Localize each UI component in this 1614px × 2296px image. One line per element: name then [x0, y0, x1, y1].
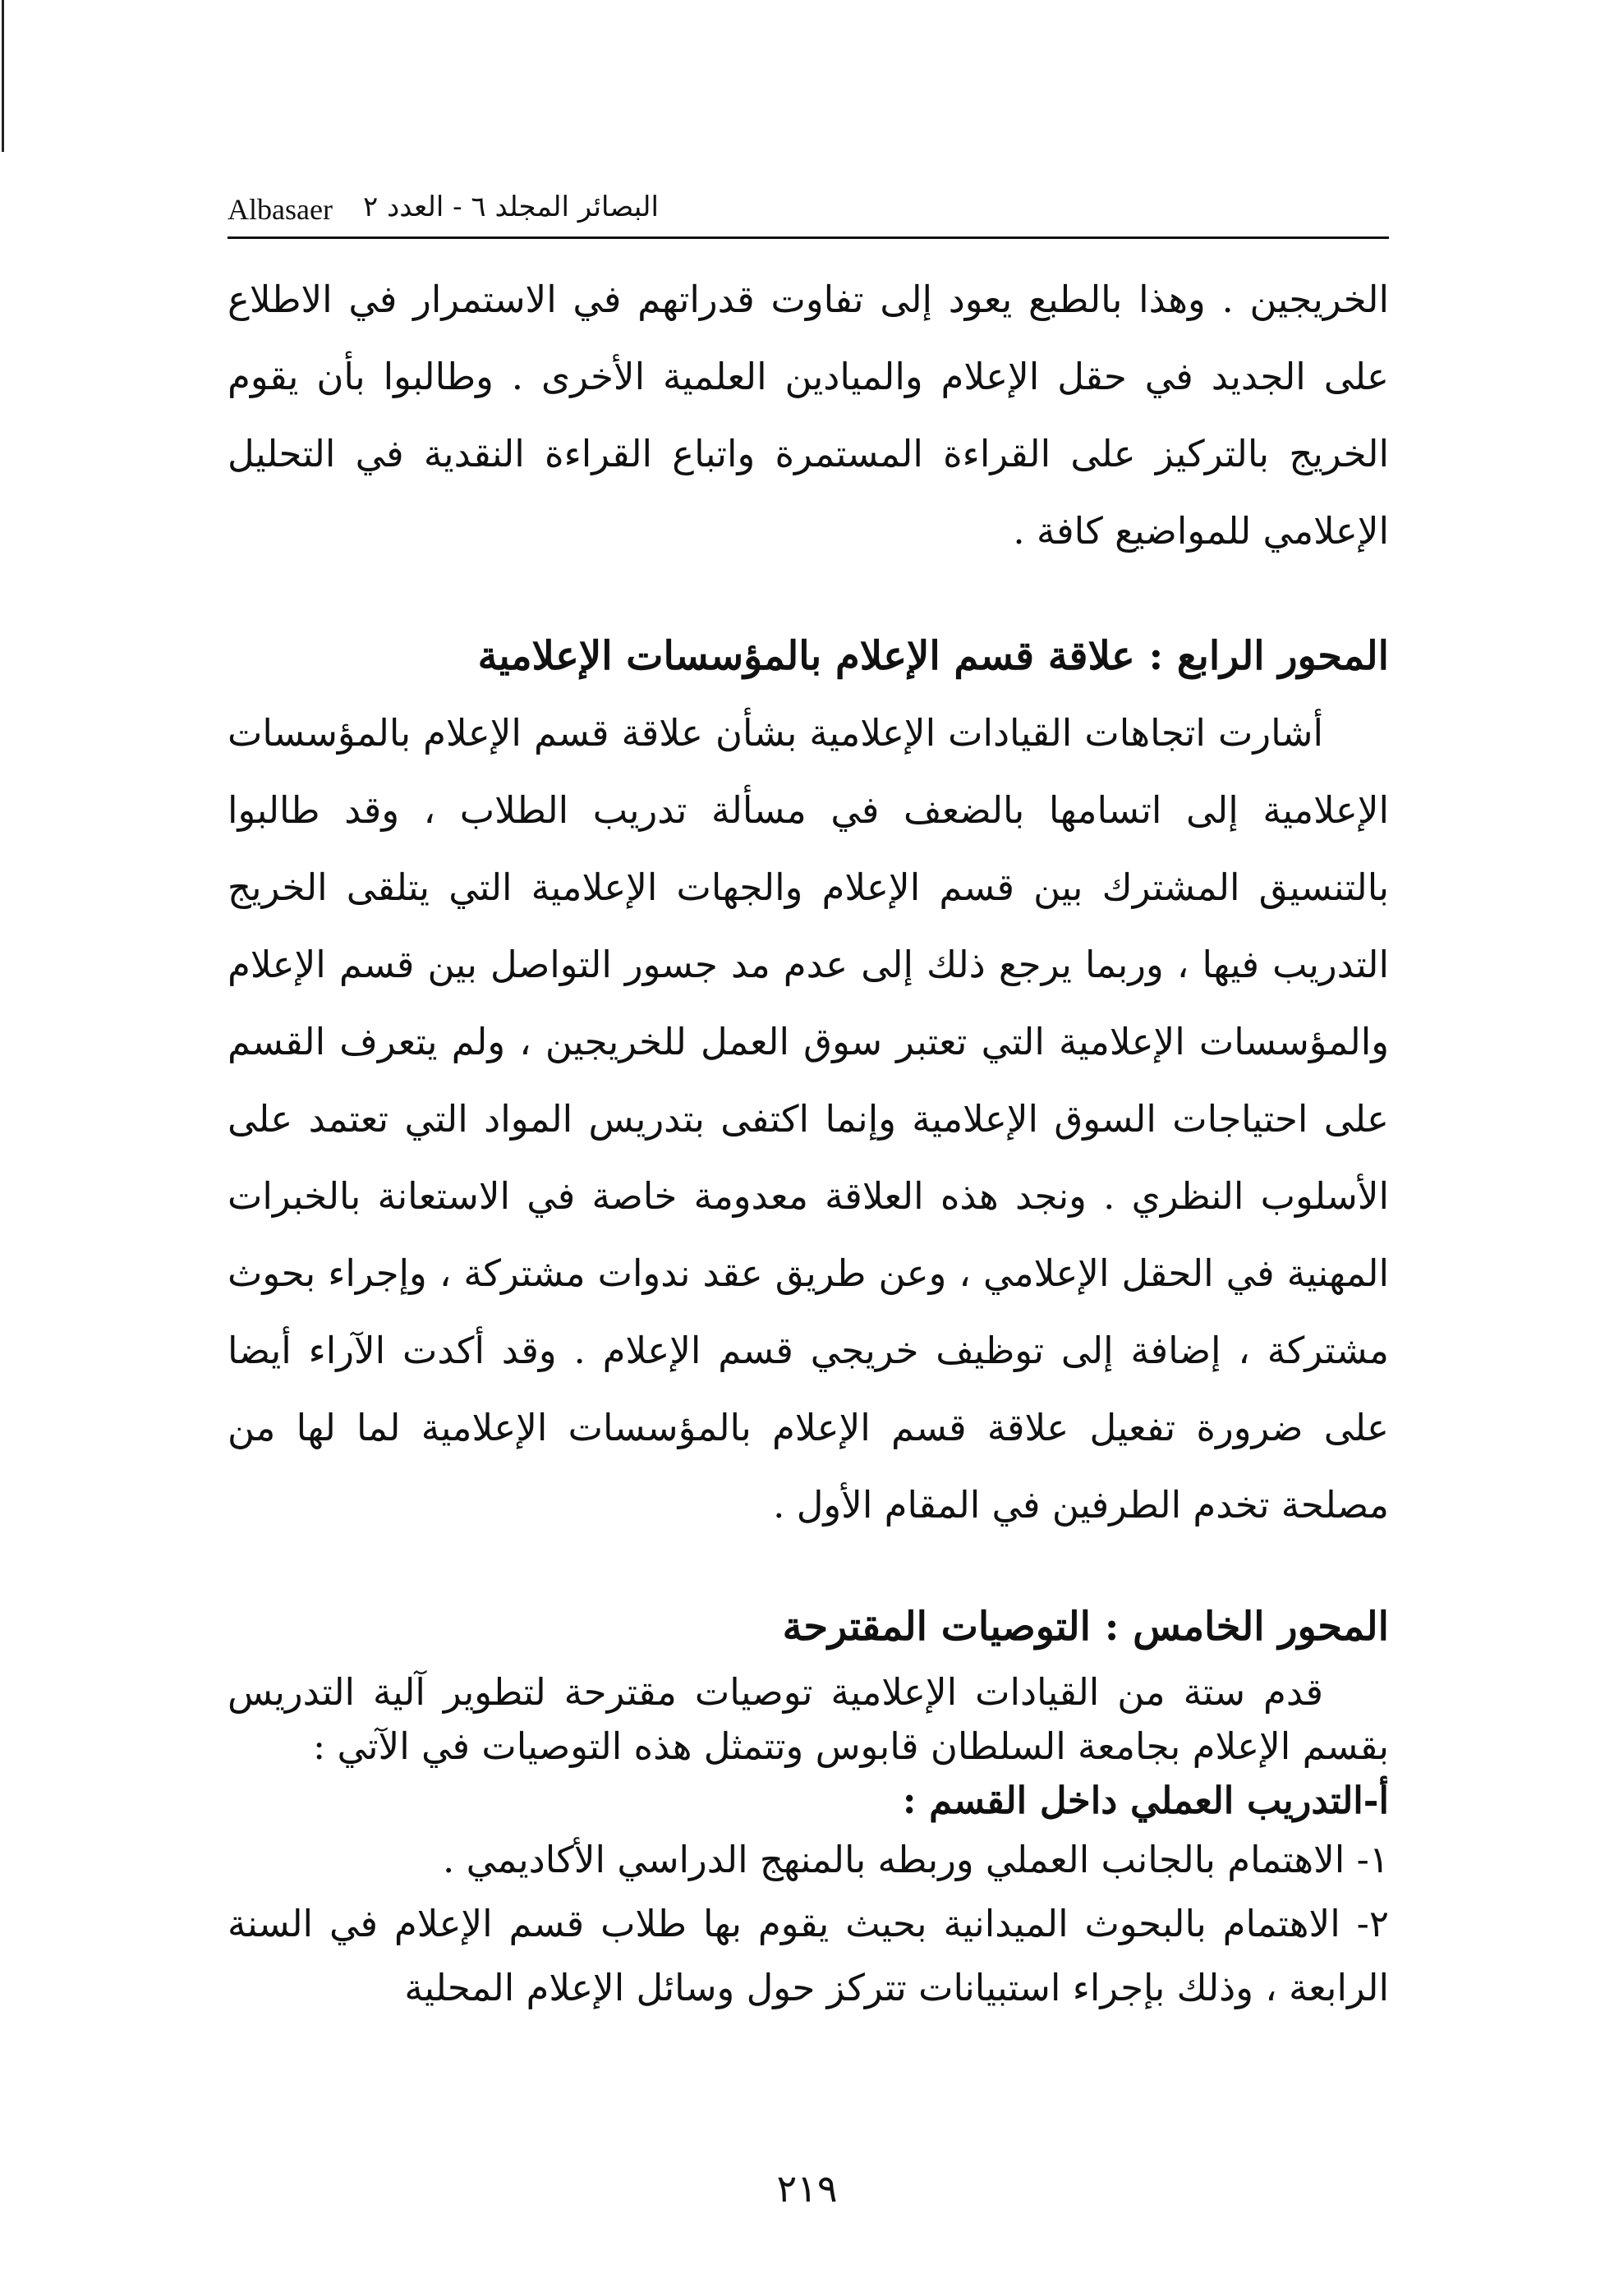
section-heading-axis-four: المحور الرابع : علاقة قسم الإعلام بالمؤسسات الإعلامية	[477, 633, 1389, 679]
paragraph-media-institutions: أشارت اتجاهات القيادات الإعلامية بشأن علاقة قسم الإعلام بالمؤسسات الإعلامية إلى اتسامها بالضعف في مسألة تدريب الطلاب ، وقد طالبوا بالتنسيق المشترك بين قسم الإعلام والجهات الإعلامية التي يتلقى الخريج التدريب فيها ، وربما يرجع ذلك إلى عدم مد جسور التواصل بين قسم الإعلام والمؤسسات الإعلامية التي تعتبر سوق العمل للخريجين ، ولم يتعرف القسم على احتياجات السوق الإعلامية وإنما اكتفى بتدريس المواد التي تعتمد على الأسلوب النظري . ونجد هذه العلاقة معدومة خاصة في الاستعانة بالخبرات المهنية في الحقل الإعلامي ، وعن طريق عقد ندوات مشتركة ، وإجراء بحوث مشتركة ، إضافة إلى توظيف خريجي قسم الإعلام . وقد أكدت الآراء أيضا على ضرورة تفعيل علاقة قسم الإعلام بالمؤسسات الإعلامية لما لها من مصلحة تخدم الطرفين في المقام الأول .	[228, 711, 1389, 1527]
journal-issue-arabic: البصائر المجلد ٦ - العدد ٢	[363, 191, 659, 223]
scan-edge-mark	[2, 0, 4, 152]
recommendation-item-1: ١- الاهتمام بالجانب العملي وربطه بالمنهج الدراسي الأكاديمي .	[443, 1838, 1389, 1881]
running-header	[228, 187, 1389, 239]
page-number: ٢١٩	[776, 2166, 838, 2211]
document-body	[228, 261, 1389, 2020]
paragraph-graduates-followup: الخريجين . وهذا بالطبع يعود إلى تفاوت قدراتهم في الاستمرار في الاطلاع على الجديد في حقل الإعلام والميادين العلمية الأخرى . وطالبوا بأن يقوم الخريج بالتركيز على القراءة المستمرة واتباع القراءة النقدية في التحليل الإعلامي للمواضيع كافة .	[228, 278, 1389, 553]
section-spacing	[228, 570, 1389, 618]
subheading-practical-training: أ-التدريب العملي داخل القسم :	[902, 1779, 1389, 1822]
paragraph-recommendations-intro: قدم ستة من القيادات الإعلامية توصيات مقترحة لتطوير آلية التدريس بقسم الإعلام بجامعة السلطان قابوس وتتمثل هذه التوصيات في الآتي :	[228, 1670, 1389, 1768]
section-heading-axis-five: المحور الخامس : التوصيات المقترحة	[782, 1604, 1389, 1650]
recommendation-item-2: ٢- الاهتمام بالبحوث الميدانية بحيث يقوم بها طلاب قسم الإعلام في السنة الرابعة ، وذلك بإجراء استبيانات تتركز حول وسائل الإعلام المحلية	[228, 1902, 1389, 2009]
journal-name-latin: Albasaer	[228, 193, 333, 226]
section-spacing	[228, 1544, 1389, 1588]
